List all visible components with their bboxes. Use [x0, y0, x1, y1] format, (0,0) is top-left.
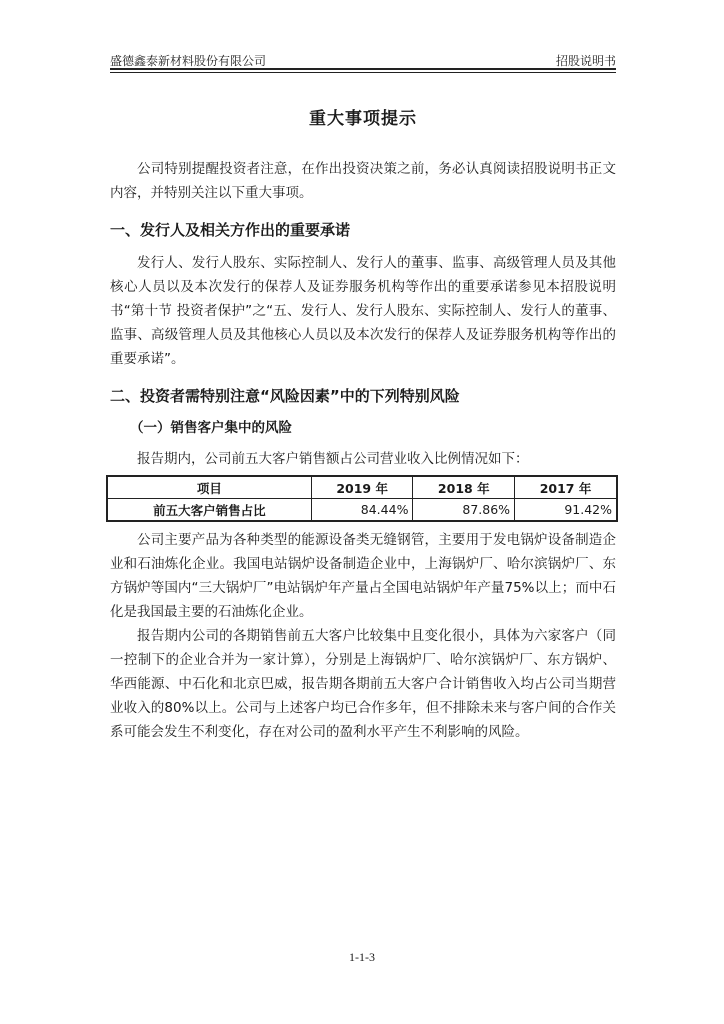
- customer-concentration-table: [106, 475, 618, 522]
- page-number: 1-1-3: [349, 950, 375, 964]
- table-header-2018: 2018 年: [413, 476, 515, 499]
- risk-paragraph-1: 公司主要产品为各种类型的能源设备类无缝钢管，主要用于发电锅炉设备制造企业和石油炼化企业。我国电站锅炉设备制造企业中，上海锅炉厂、哈尔滨锅炉厂、东方锅炉等国内“三大锅炉厂”电站锅炉年产量占全国电站锅炉年产量75%以上；而中石化是我国最主要的石油炼化企业。: [110, 532, 616, 620]
- table-header-item: 项目: [107, 476, 311, 499]
- table-header-2019: 2019 年: [311, 476, 413, 499]
- table-row-label: 前五大客户销售占比: [107, 499, 311, 522]
- table-intro-paragraph: 报告期内，公司前五大客户销售额占公司营业收入比例情况如下：: [137, 451, 529, 467]
- section1-paragraph: 发行人、发行人股东、实际控制人、发行人的董事、监事、高级管理人员及其他核心人员以及本次发行的保荐人及证券服务机构等作出的重要承诺参见本招股说明书“第十节 投资者保护”之“五、发行人、发行人股东、实际控制人、发行人的董事、监事、高级管理人员及其他核心人员以及本次发行的保荐人及证券服务机构等作出的重要承诺”。: [110, 255, 616, 367]
- table-cell-2017: 91.42%: [515, 499, 617, 522]
- intro-paragraph: 公司特别提醒投资者注意，在作出投资决策之前，务必认真阅读招股说明书正文内容，并特别关注以下重大事项。: [110, 161, 616, 201]
- page-title: 重大事项提示: [309, 109, 417, 129]
- header-rule-thick: [110, 68, 616, 70]
- table-header-2017: 2017 年: [515, 476, 617, 499]
- table-row: [107, 499, 617, 522]
- section2-heading: 二、投资者需特别注意“风险因素”中的下列特别风险: [110, 387, 460, 405]
- section1-heading: 一、发行人及相关方作出的重要承诺: [110, 221, 351, 239]
- table-header-row: [107, 476, 617, 499]
- risk-paragraph-2: 报告期内公司的各期销售前五大客户比较集中且变化很小，具体为六家客户（同一控制下的企业合并为一家计算），分别是上海锅炉厂、哈尔滨锅炉厂、东方锅炉、华西能源、中石化和北京巴威，报告期各期前五大客户合计销售收入均占公司当期营业收入的80%以上。公司与上述客户均已合作多年，但不排除未来与客户间的合作关系可能会发生不利变化，存在对公司的盈利水平产生不利影响的风险。: [110, 628, 616, 740]
- table-cell-2019: 84.44%: [311, 499, 413, 522]
- header-rule-thin: [110, 72, 616, 73]
- header-document-type: 招股说明书: [555, 54, 616, 68]
- table-cell-2018: 87.86%: [413, 499, 515, 522]
- document-body: [110, 104, 616, 744]
- header-company-name: 盛德鑫泰新材料股份有限公司: [110, 54, 267, 68]
- subsection1-heading: （一）销售客户集中的风险: [130, 420, 292, 436]
